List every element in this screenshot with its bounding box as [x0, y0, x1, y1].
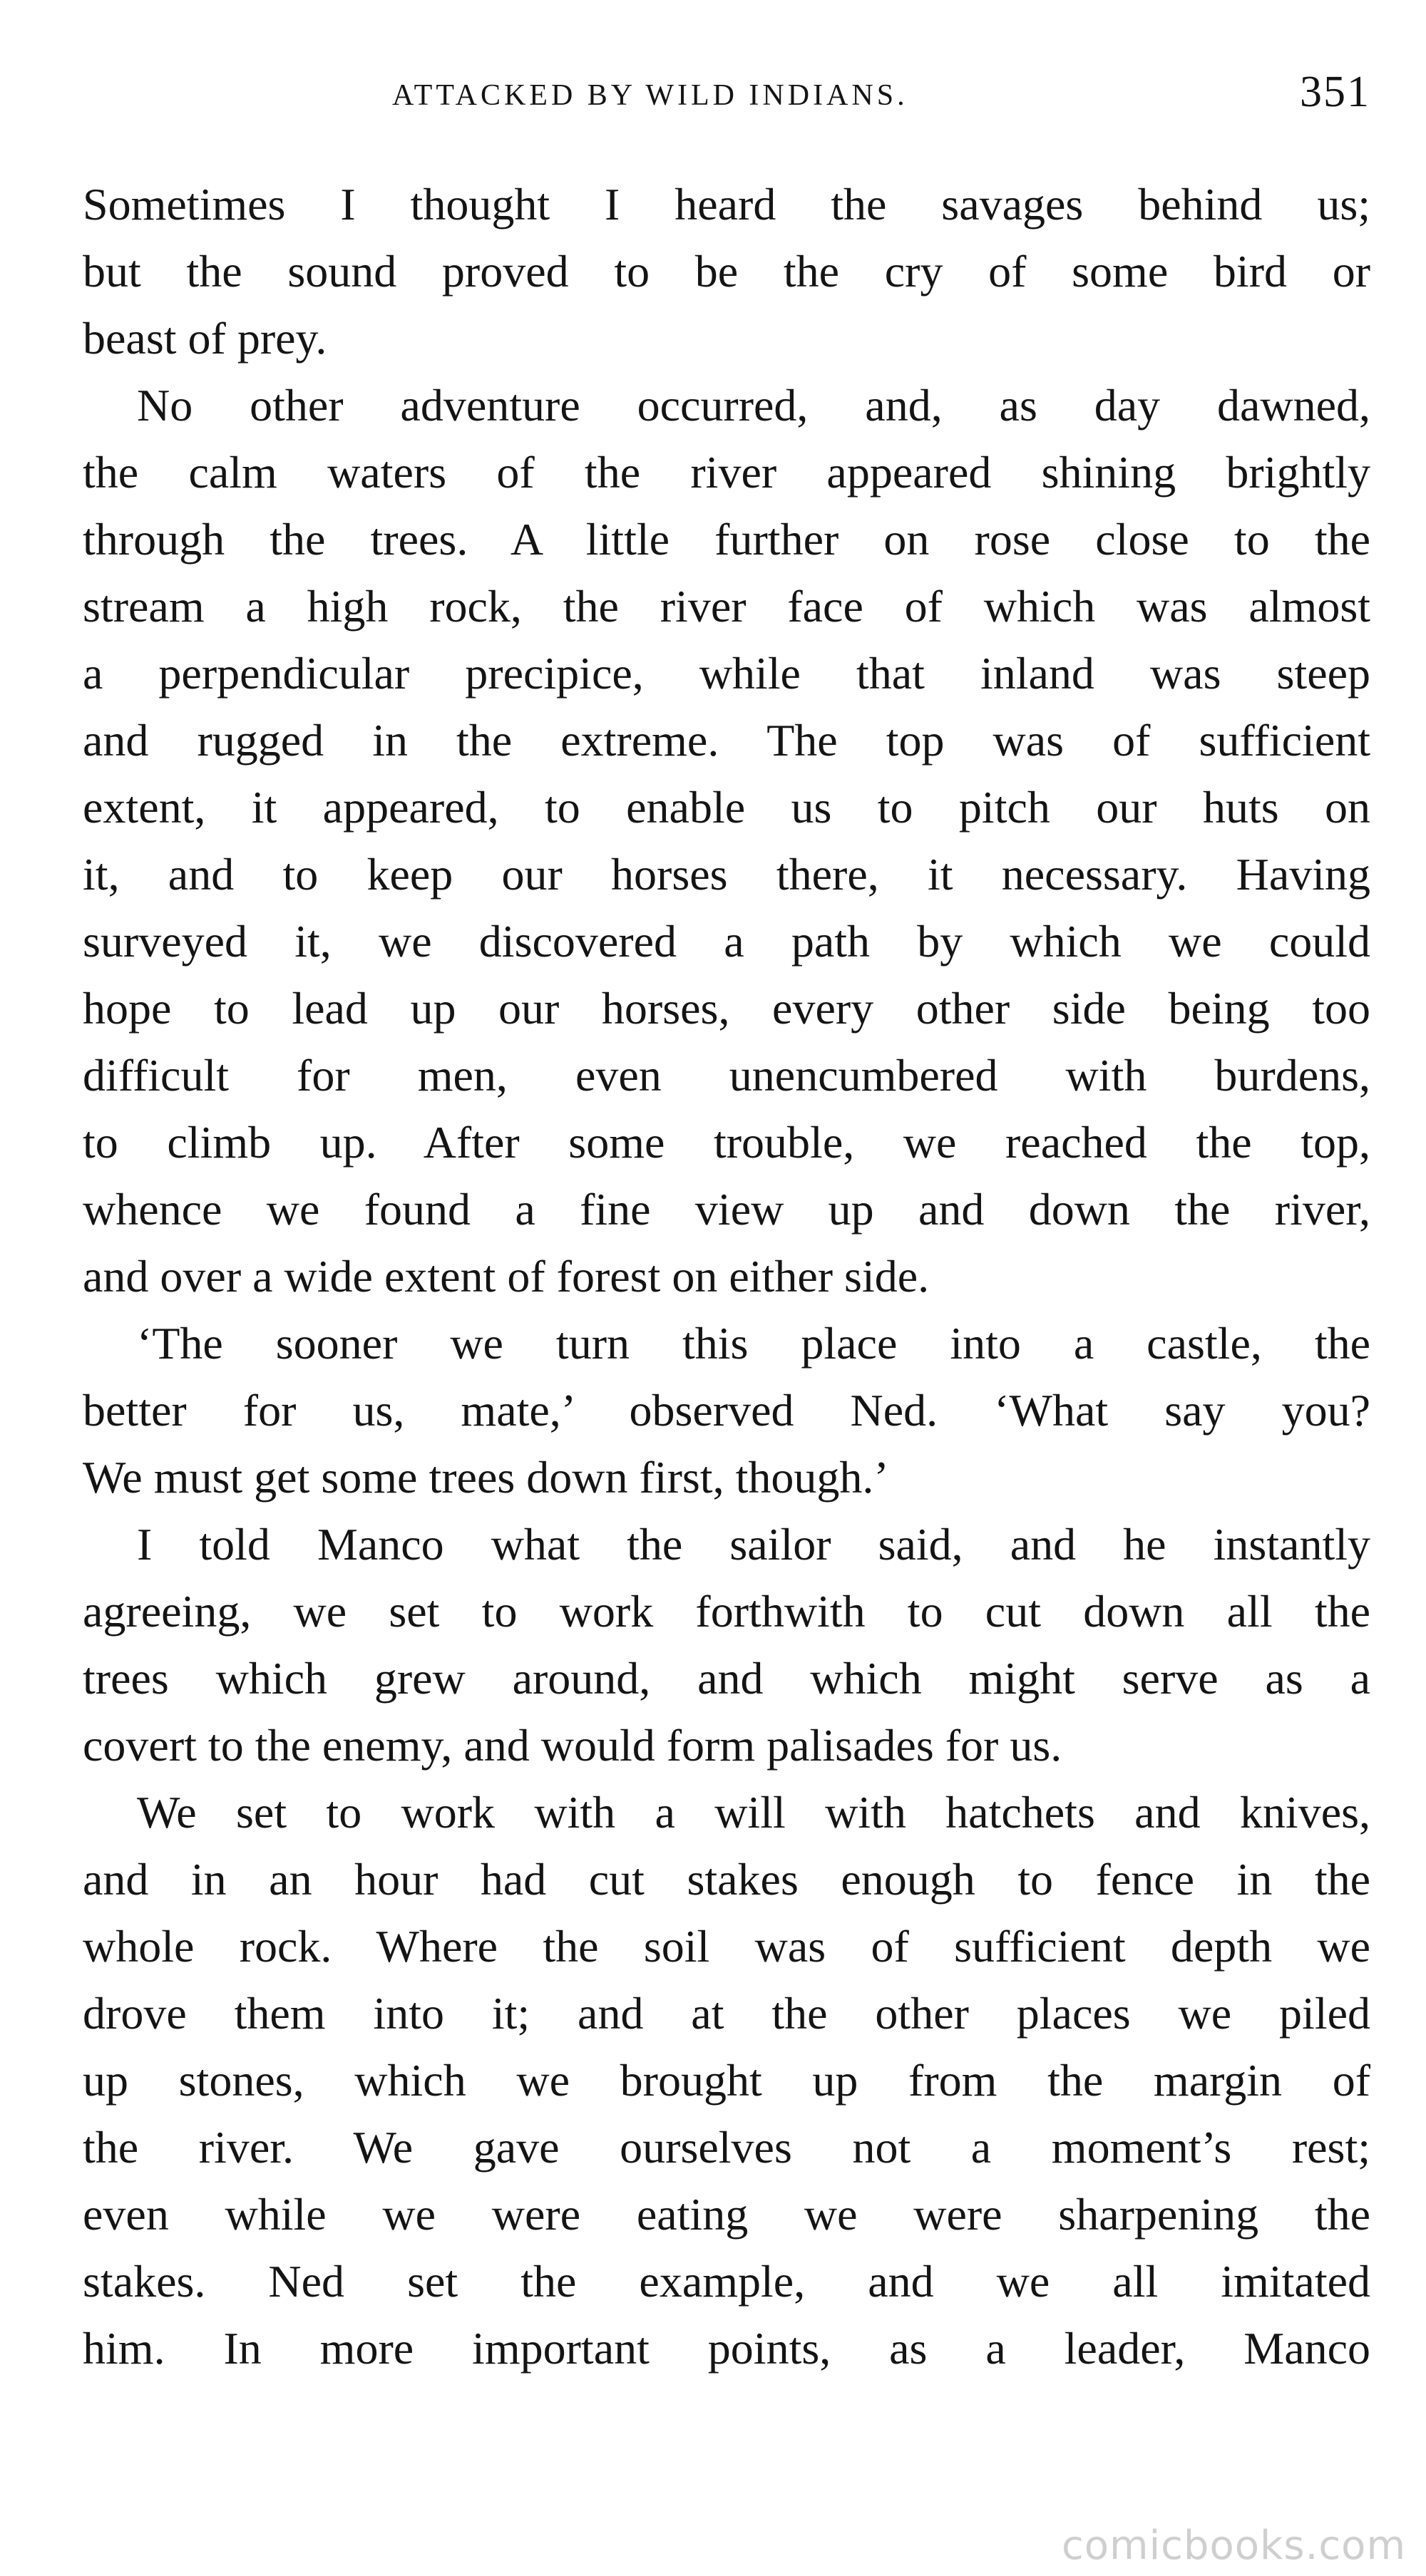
text-line: even while we were eating we were sharpening the	[83, 2189, 1370, 2240]
text-line: extent, it appeared, to enable us to pitch our huts on	[83, 782, 1370, 833]
text-line: and in an hour had cut stakes enough to fence in the	[83, 1854, 1370, 1905]
text-line: Sometimes I thought I heard the savages behind us;	[83, 179, 1370, 230]
text-line: I told Manco what the sailor said, and he instantly	[137, 1519, 1370, 1570]
text-line: through the trees. A little further on rose close to the	[83, 514, 1370, 565]
text-line: him. In more important points, as a leader, Manco	[83, 2323, 1370, 2374]
text-line: trees which grew around, and which might serve as a	[83, 1653, 1370, 1704]
text-line: up stones, which we brought up from the margin of	[83, 2055, 1370, 2106]
text-line: it, and to keep our horses there, it necessary. Having	[83, 849, 1370, 900]
text-line: but the sound proved to be the cry of some bird or	[83, 246, 1370, 297]
text-line: hope to lead up our horses, every other side being too	[83, 983, 1370, 1034]
text-line: surveyed it, we discovered a path by which we could	[83, 916, 1370, 967]
text-line: We set to work with a will with hatchets and knives,	[137, 1787, 1370, 1838]
text-line: covert to the enemy, and would form palisades for us.	[83, 1720, 1062, 1771]
text-line: drove them into it; and at the other places we piled	[83, 1988, 1370, 2039]
text-line: whole rock. Where the soil was of sufficient depth we	[83, 1921, 1370, 1972]
text-line: stakes. Ned set the example, and we all imitated	[83, 2256, 1370, 2307]
text-line: and over a wide extent of forest on either side.	[83, 1251, 930, 1302]
text-line: ‘The sooner we turn this place into a castle, the	[137, 1318, 1370, 1369]
text-line: a perpendicular precipice, while that inland was steep	[83, 648, 1370, 699]
text-line: We must get some trees down first, though.’	[83, 1452, 889, 1503]
text-line: agreeing, we set to work forthwith to cut down all the	[83, 1586, 1370, 1637]
watermark: comicbooks.com	[1061, 2523, 1406, 2569]
text-line: stream a high rock, the river face of which was almost	[83, 581, 1370, 632]
text-line: difficult for men, even unencumbered with burdens,	[83, 1050, 1370, 1101]
text-line: the calm waters of the river appeared shining brightly	[83, 447, 1370, 498]
text-line: better for us, mate,’ observed Ned. ‘What say you?	[83, 1385, 1370, 1436]
text-line: the river. We gave ourselves not a moment’s rest;	[83, 2122, 1370, 2173]
body-text	[83, 171, 1370, 2382]
text-line: to climb up. After some trouble, we reached the top,	[83, 1117, 1370, 1168]
text-line: beast of prey.	[83, 313, 327, 364]
text-line: No other adventure occurred, and, as day dawned,	[137, 380, 1370, 431]
page-number: 351	[1300, 68, 1370, 116]
running-title: ATTACKED BY WILD INDIANS.	[392, 79, 908, 112]
running-head	[86, 66, 1370, 130]
text-line: whence we found a fine view up and down the river,	[83, 1184, 1370, 1235]
text-line: and rugged in the extreme. The top was of sufficient	[83, 715, 1370, 766]
